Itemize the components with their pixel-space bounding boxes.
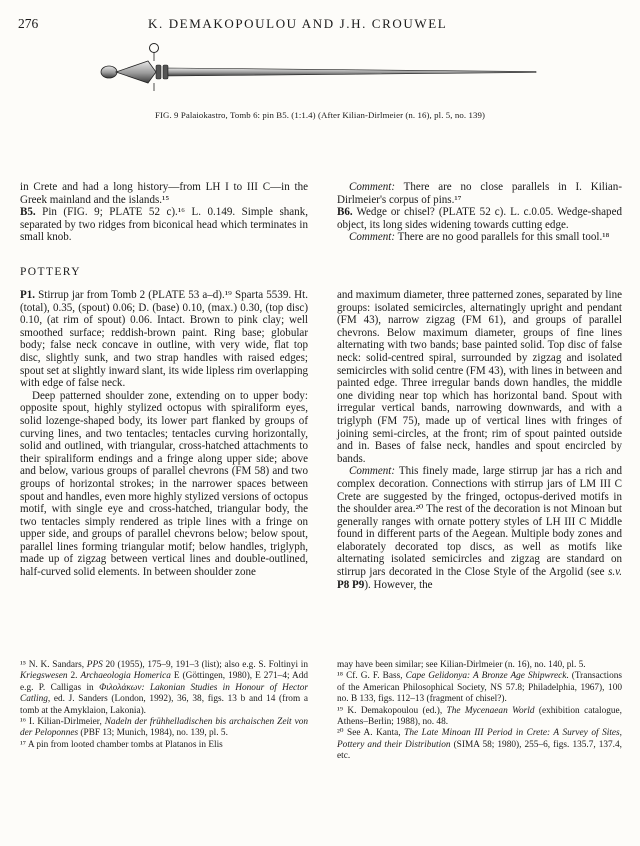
pin-knob [101,66,117,78]
entry-id: B6. [337,206,353,219]
top-left-column [20,181,308,244]
section-heading: POTTERY [20,266,81,278]
entry-reference: P8 P9 [337,578,365,591]
footnote-17: ¹⁷ A pin from looted chamber tombs at Platanos in Elis [20,739,223,750]
comment-text-end: ). However, the [364,578,433,591]
top-right-column [337,181,622,244]
catalogue-entry-p1 [20,289,308,390]
footnote-20: ²⁰ See A. Kanta, The Late Minoan III Period in Crete: A Survey of Sites, Pottery and their Distribution (SIMA 58; 1980), 255–6, figs. 135.7, 137.4, etc. [337,728,622,762]
comment-paragraph [337,465,622,591]
paragraph: Deep patterned shoulder zone, extending on to upper body: opposite spout, highly stylized octopus with spiraliform eyes, solid lozenge-shaped body, its lower part flanked by groups of curving lines, and two tentacles; tentacles curving horizontally, solid and outlined, with triangular, cross-hatched attachments to their spiraliform endings and a fringe along upper side; above and below, various groups of parallel chevrons (FM 58) and two groups of horizontal strokes; in the narrower spaces between spout and handles, even more highly stylized versions of octopus motif, with single eye and cross-hatched, triangular body, the two tentacles simply rendered as triple lines with a fringe on upper side, and groups of parallel chevrons below; below spout, parallel lines forming triangular motif; below handles, triglyph, made up of zigzag between vertical lines and double-outlined, half-curved solid elements. In between shoulder zone [20,389,308,579]
entry-id: B5. [20,206,36,219]
main-left-column [20,289,308,579]
page-number: 276 [18,16,39,31]
footnote-15: ¹⁵ N. K. Sandars, PPS 20 (1955), 175–9, 191–3 (list); also e.g. S. Foltinyi in Kriegswesen 2. Archaeologia Homerica E (Göttingen, 1980), E 271–4; Add e.g. P. Calligas in Φιλολάκων: Lakonian Studies in Honour of Hector Catling, ed. J. Sanders (London, 1992), 36, 38, figs. 13 b and 14 (from a tomb at the Amyklaion, Lakonia). [20,660,309,716]
comment-paragraph [337,181,622,206]
entry-text: Wedge or chisel? (PLATE 52 c). L. c.0.05. Wedge-shaped object, its long sides widening towards cutting edge. [337,206,622,231]
footnotes-right [337,660,622,763]
catalogue-entry-b5 [20,206,308,244]
pin-ridge [163,65,168,79]
footnotes-left [20,660,308,751]
sv-abbrev: s.v. [608,566,623,579]
main-right-column [337,289,622,591]
pin-shank [168,68,536,76]
pin-head [116,61,156,83]
running-header [18,16,622,34]
footnote-19: ¹⁹ K. Demakopoulou (ed.), The Mycenaean World (exhibition catalogue, Athens–Berlin; 1988), no. 48. [337,705,623,728]
comment-label: Comment: [349,181,396,193]
figure-caption: FIG. 9 Palaiokastro, Tomb 6: pin B5. (1:1.4) (After Kilian-Dirlmeier (n. 16), pl. 5, no. 139) [154,110,486,120]
entry-id: P1. [20,289,36,301]
pin-ridge [156,65,161,79]
comment-text: There are no close parallels in I. Kilian-Dirlmeier's corpus of pins.¹⁷ [337,181,623,206]
pin-ring [150,44,159,53]
footnote-18: ¹⁸ Cf. G. F. Bass, Cape Gelidonya: A Bronze Age Shipwreck. (Transactions of the American Philosophical Society, NS 57.8; Philadelphia, 1967), 100 no. B 133, figs. 112–13 (fragment of chisel?). [337,671,623,705]
entry-text: Stirrup jar from Tomb 2 (PLATE 53 a–d).¹⁹ Sparta 5539. Ht. (total), 0.35, (spout) 0.06; D. (base) 0.10, (max.) 0.30, (top disc) 0.10, (at rim of spout) 0.06. Intact. Brown to pink clay; well smoothed surface; reddish-brown paint. Ring base; globular body; false neck concave in outline, with very wide, flat top disc, slightly sunk, and two strap handles with raised edges; spout set at slightly inward slant, its wide lipless rim overlapping with edge of false neck. [20,289,308,390]
pin-illustration [98,42,538,94]
comment-label: Comment: [349,231,396,244]
comment-text: This finely made, large stirrup jar has a rich and complex decoration. Connections with stirrup jars of LM III C Crete are suggested by the fringed, octopus-derived motifs in the shoulder area.²⁰ The rest of the decoration is not Minoan but generally ranges with ornate pottery styles of LH III C Middle found in different parts of the Aegean. Multiple body zones and elaborately decorated top discs, as well as motifs like alternating isolated semicircles and zigzag are standard on stirrup jars decorated in the Close Style of the Argolid (see [337,465,622,579]
entry-text: Pin (FIG. 9; PLATE 52 c).¹⁶ L. 0.149. Simple shank, separated by two ridges from biconical head which terminates in small knob. [20,206,308,244]
catalogue-entry-b6 [337,206,622,231]
paragraph: and maximum diameter, three patterned zones, separated by line groups: isolated semicircles, alternatingly upright and pendant (FM 43), narrow zigzag (FM 61), and groups of parallel chevrons. Below maximum diameter, groups of fine lines alternating with two bands; base painted solid. Top disc of false neck: solid-centred spiral, surrounded by zigzag and isolated semicircles with solid centre (FM 43), with lines in between and painted edge. Three irregular bands down handles, the middle one dividing near top which has horizontal band. Spout with irregular vertical bands, narrowing downwards, and with a triglyph (FM 75), made up of vertical lines with fringes of joining semi-circles, at the front; rim of spout painted outside and in. Bases of false neck, handles and spout encircled by bands. [337,289,622,465]
running-title-authors: K. DEMAKOPOULOU AND J.H. CROUWEL [148,16,448,31]
comment-text: There are no good parallels for this small tool.¹⁸ [397,231,610,244]
comment-label: Comment: [349,465,396,478]
paragraph: in Crete and had a long history—from LH I to III C—in the Greek mainland and the islands.¹⁵ [20,181,308,206]
footnote-16: ¹⁶ I. Kilian-Dirlmeier, Nadeln der frühhelladischen bis archaischen Zeit von der Peloponnes (PBF 13; Munich, 1984), no. 139, pl. 5. [20,717,308,739]
comment-paragraph [337,231,622,244]
footnote-continuation: may have been similar; see Kilian-Dirlmeier (n. 16), no. 140, pl. 5. [337,660,586,670]
